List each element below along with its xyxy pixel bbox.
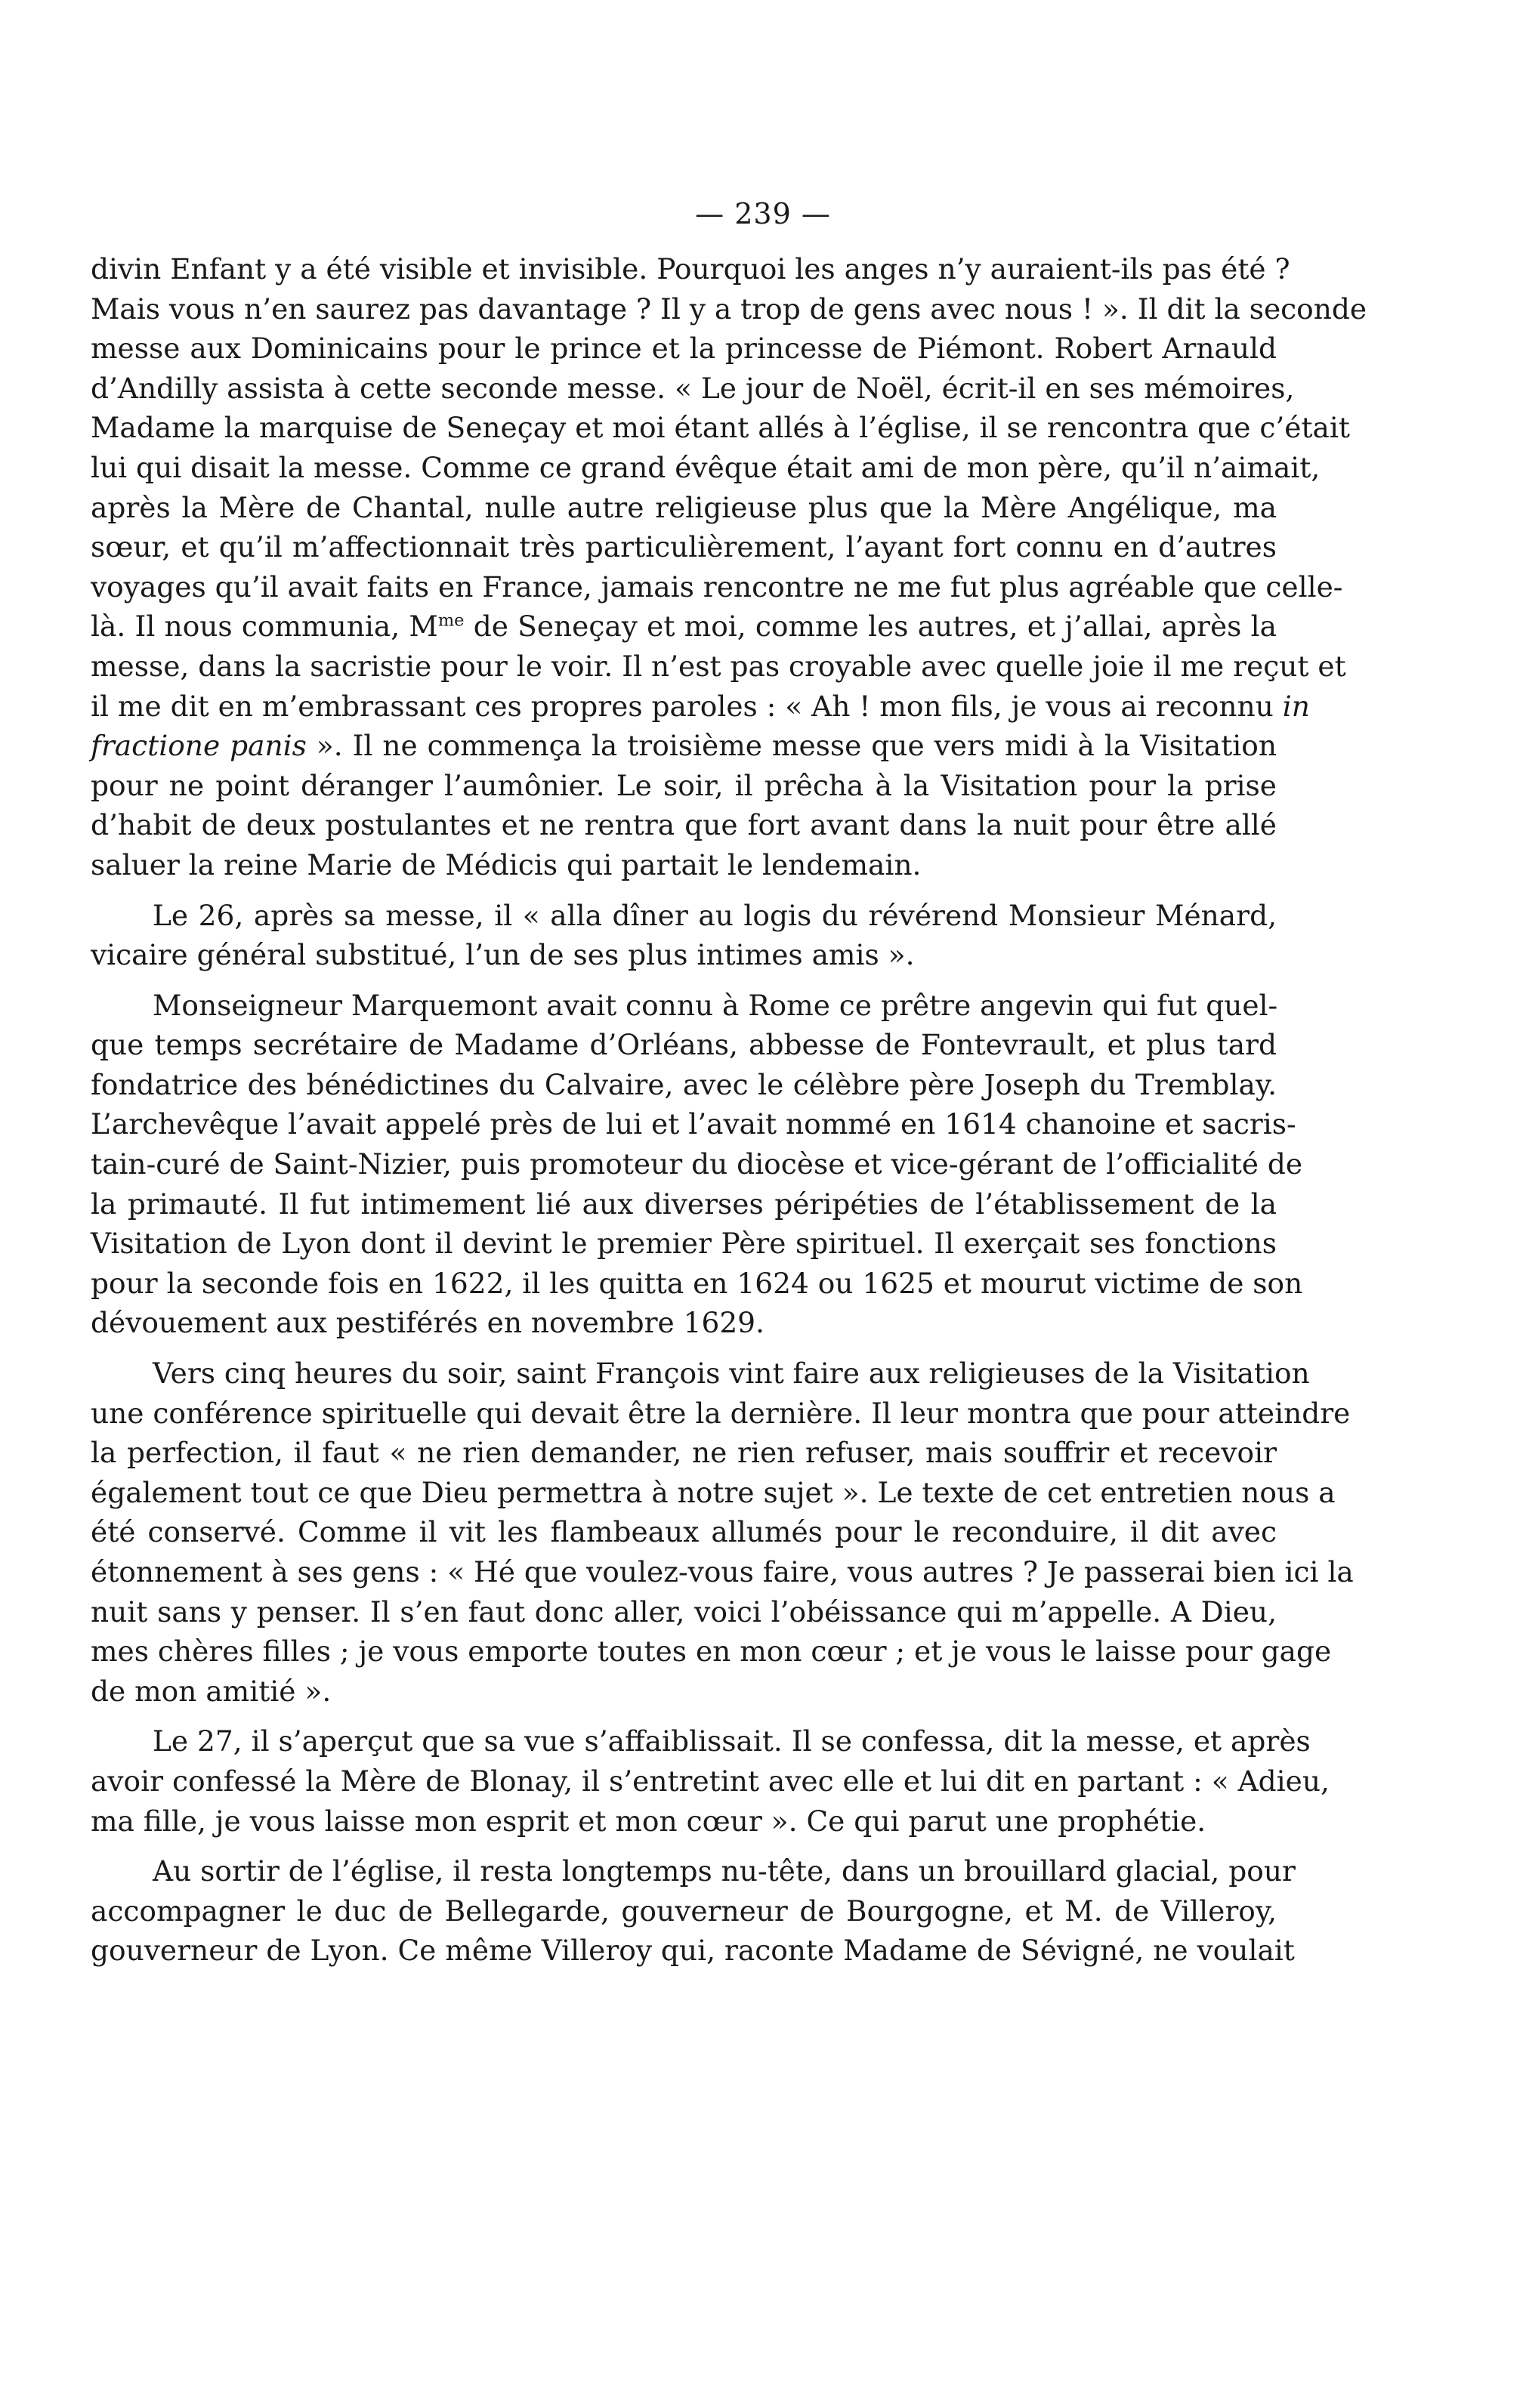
text-line — [91, 607, 1277, 647]
text-line: messe, dans la sacristie pour le voir. Il n’est pas croyable avec quelle joie il me reçut et — [91, 649, 1346, 683]
text-line: une conférence spirituelle qui devait être la dernière. Il leur montra que pour atteindre — [91, 1396, 1351, 1430]
text-line: accompagner le duc de Bellegarde, gouverneur de Bourgogne, et M. de Villeroy, — [91, 1894, 1277, 1928]
text-line: de mon amitié ». — [91, 1674, 332, 1708]
text-line: Au sortir de l’église, il resta longtemps nu-tête, dans un brouillard glacial, pour — [153, 1854, 1296, 1888]
paragraph-1 — [91, 249, 1367, 885]
text-line: étonnement à ses gens : « Hé que voulez-vous faire, vous autres ? Je passerai bien ici la — [91, 1555, 1354, 1588]
text-line: d’habit de deux postulantes et ne rentra que fort avant dans la nuit pour être allé — [91, 808, 1277, 842]
text-line: Le 27, il s’aperçut que sa vue s’affaiblissait. Il se confessa, dit la messe, et après — [153, 1724, 1311, 1758]
text-line: gouverneur de Lyon. Ce même Villeroy qui, raconte Madame de Sévigné, ne voulait — [91, 1934, 1295, 1968]
text-line: Mais vous n’en saurez pas davantage ? Il y a trop de gens avec nous ! ». Il dit la seconde — [91, 292, 1367, 326]
text-line: fondatrice des bénédictines du Calvaire, avec le célèbre père Joseph du Tremblay. — [91, 1067, 1277, 1101]
text-line: après la Mère de Chantal, nulle autre religieuse plus que la Mère Angélique, ma — [91, 490, 1277, 524]
text-line: Le 26, après sa messe, il « alla dîner au logis du révérend Monsieur Ménard, — [153, 898, 1277, 932]
text-line: Monseigneur Marquemont avait connu à Rome ce prêtre angevin qui fut quel- — [153, 988, 1278, 1022]
text-line: que temps secrétaire de Madame d’Orléans, abbesse de Fontevrault, et plus tard — [91, 1028, 1277, 1062]
page-number: — 239 — — [695, 197, 831, 230]
italic-latin-text: in — [1282, 689, 1310, 723]
body-text — [91, 249, 1367, 1971]
text-line: également tout ce que Dieu permettra à notre sujet ». Le texte de cet entretien nous a — [91, 1475, 1336, 1509]
text-line — [91, 726, 1277, 766]
text-line: Visitation de Lyon dont il devint le premier Père spirituel. Il exerçait ses fonctions — [91, 1227, 1277, 1261]
paragraph-2 — [91, 896, 1277, 975]
text-line: Vers cinq heures du soir, saint François vint faire aux religieuses de la Visitation — [153, 1357, 1310, 1391]
text-line: messe aux Dominicains pour le prince et la princesse de Piémont. Robert Arnauld — [91, 332, 1277, 366]
text-line: dévouement aux pestiférés en novembre 1629. — [91, 1306, 765, 1340]
text-line: été conservé. Comme il vit les flambeaux allumés pour le reconduire, il dit avec — [91, 1515, 1277, 1549]
paragraph-5 — [91, 1721, 1330, 1841]
text-line: la perfection, il faut « ne rien demander, ne rien refuser, mais souffrir et recevoir — [91, 1436, 1277, 1470]
superscript-abbreviation: me — [437, 610, 465, 631]
italic-latin-text: fractione panis — [91, 729, 307, 763]
text-segment: de Seneçay et moi, comme les autres, et j’allai, après la — [464, 610, 1277, 644]
text-line: vicaire général substitué, l’un de ses plus intimes amis ». — [91, 938, 915, 972]
text-line: mes chères filles ; je vous emporte toutes en mon cœur ; et je vous le laisse pour gage — [91, 1635, 1332, 1669]
text-segment: ». Il ne commença la troisième messe que vers midi à la Visitation — [306, 729, 1277, 763]
paragraph-4 — [91, 1354, 1354, 1711]
text-line: ma fille, je vous laisse mon esprit et mon cœur ». Ce qui parut une prophétie. — [91, 1804, 1206, 1838]
paragraph-3 — [91, 986, 1303, 1343]
text-line: pour ne point déranger l’aumônier. Le soir, il prêcha à la Visitation pour la prise — [91, 768, 1277, 802]
text-line: nuit sans y penser. Il s’en faut donc aller, voici l’obéissance qui m’appelle. A Dieu, — [91, 1595, 1277, 1628]
text-line: tain-curé de Saint-Nizier, puis promoteur du diocèse et vice-gérant de l’officialité de — [91, 1147, 1303, 1181]
text-line: Madame la marquise de Seneçay et moi étant allés à l’église, il se rencontra que c’était — [91, 411, 1350, 445]
text-line: saluer la reine Marie de Médicis qui partait le lendemain. — [91, 847, 922, 881]
text-line: voyages qu’il avait faits en France, jamais rencontre ne me fut plus agréable que celle- — [91, 570, 1343, 604]
text-line: d’Andilly assista à cette seconde messe. « Le jour de Noël, écrit-il en ses mémoires, — [91, 371, 1295, 405]
text-line: divin Enfant y a été visible et invisible. Pourquoi les anges n’y auraient-ils pas été ? — [91, 252, 1290, 286]
text-line: lui qui disait la messe. Comme ce grand évêque était ami de mon père, qu’il n’aimait, — [91, 450, 1321, 484]
text-line: avoir confessé la Mère de Blonay, il s’entretint avec elle et lui dit en partant : « Adieu, — [91, 1764, 1330, 1798]
text-line: L’archevêque l’avait appelé près de lui et l’avait nommé en 1614 chanoine et sacris- — [91, 1107, 1296, 1141]
text-line: la primauté. Il fut intimement lié aux diverses péripéties de l’établissement de la — [91, 1187, 1277, 1221]
text-segment: il me dit en m’embrassant ces propres paroles : « Ah ! mon fils, je vous ai reconnu — [91, 689, 1274, 723]
text-line — [91, 687, 1310, 727]
text-line: pour la seconde fois en 1622, il les quitta en 1624 ou 1625 et mourut victime de son — [91, 1266, 1303, 1300]
paragraph-6 — [91, 1851, 1296, 1971]
text-line: sœur, et qu’il m’affectionnait très particulièrement, l’ayant fort connu en d’autres — [91, 530, 1277, 564]
text-segment: là. Il nous communia, M — [91, 610, 438, 644]
